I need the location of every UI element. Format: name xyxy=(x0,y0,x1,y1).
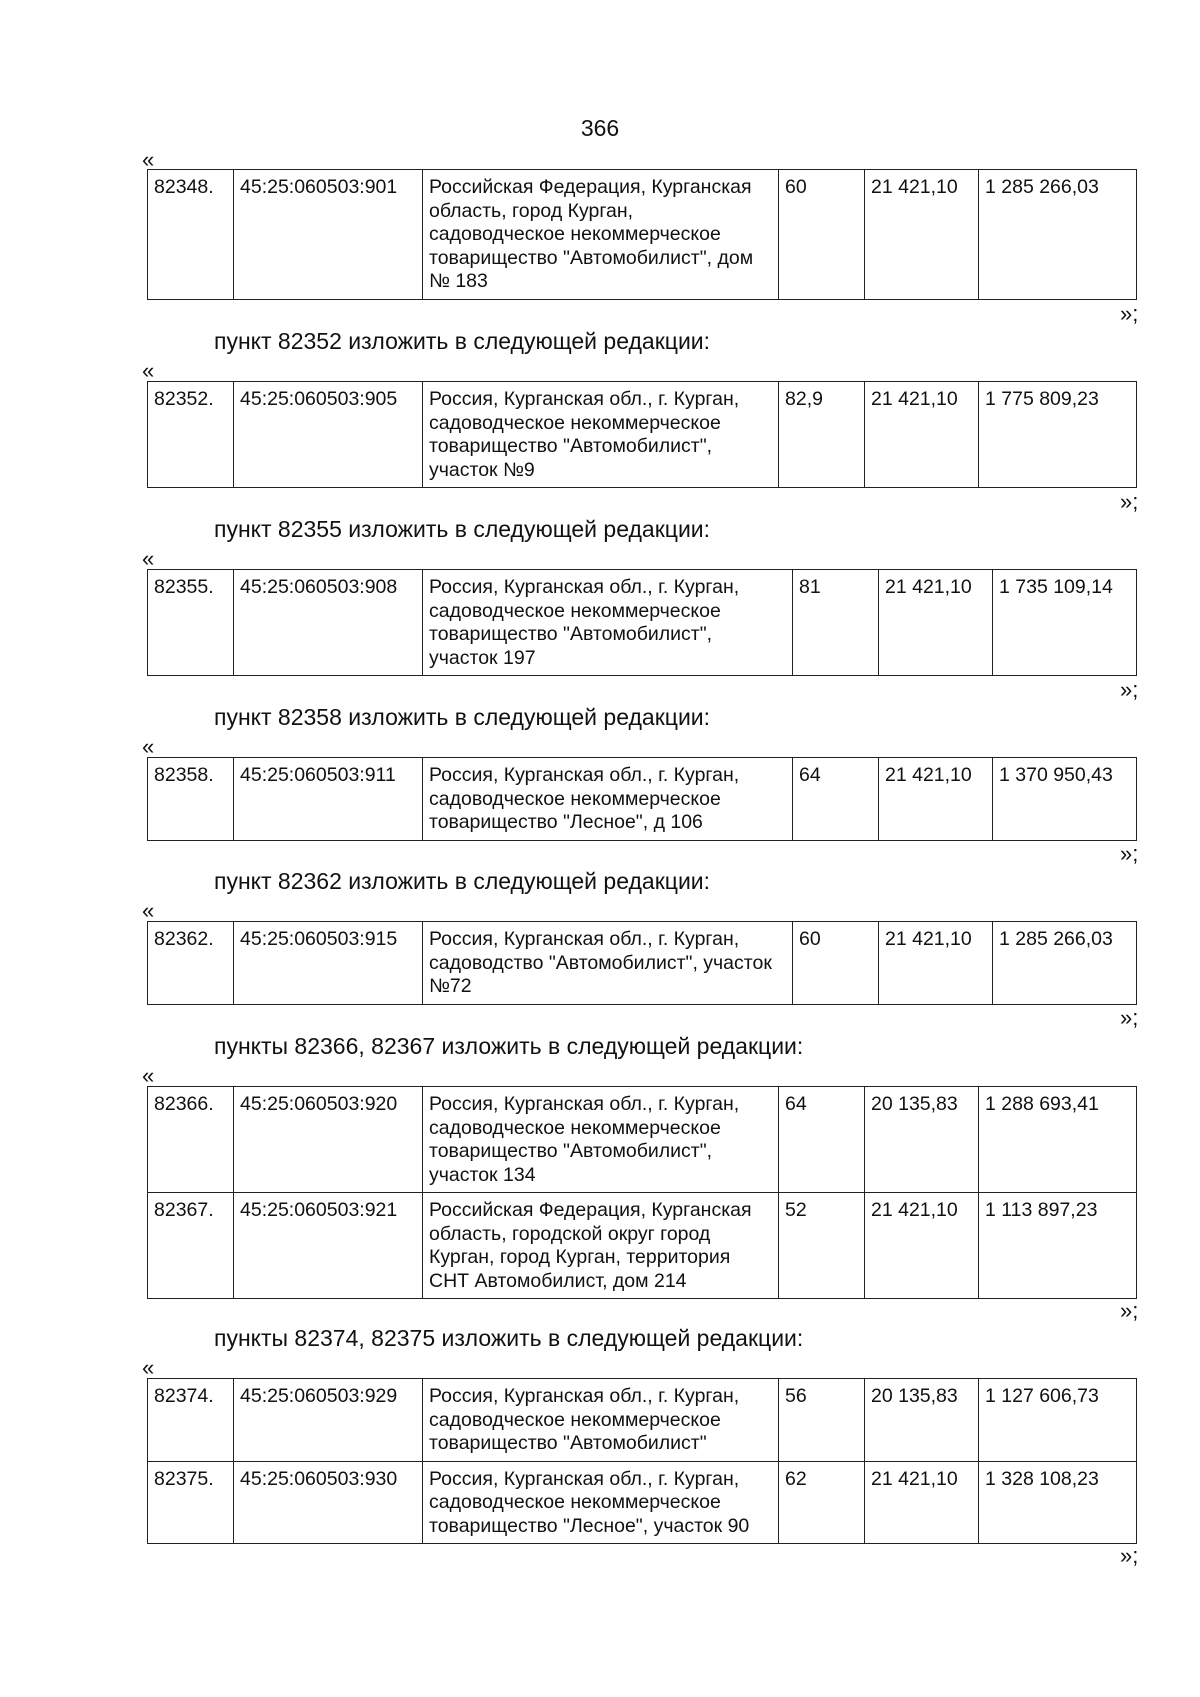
specific-value: 21 421,10 xyxy=(865,1193,979,1299)
table-row xyxy=(148,1461,1137,1544)
specific-value: 21 421,10 xyxy=(865,170,979,300)
amendment-heading: пункты 82374, 82375 изложить в следующей редакции: xyxy=(214,1325,804,1351)
closing-quote: »; xyxy=(1120,677,1139,702)
address: Россия, Курганская обл., г. Курган, садоводческое некоммерческое товарищество "Лесное", участок 90 xyxy=(423,1461,779,1544)
opening-quote: « xyxy=(142,898,155,923)
cadastral-number: 45:25:060503:901 xyxy=(234,170,423,300)
cadastral-value: 1 328 108,23 xyxy=(979,1461,1137,1544)
closing-quote: »; xyxy=(1120,1543,1139,1568)
specific-value: 20 135,83 xyxy=(865,1087,979,1193)
entry-number: 82355. xyxy=(148,570,234,676)
amendment-heading: пункт 82355 изложить в следующей редакции: xyxy=(214,516,711,542)
cadastral-value: 1 735 109,14 xyxy=(993,570,1137,676)
table-row xyxy=(148,170,1137,300)
address: Россия, Курганская обл., г. Курган, садоводческое некоммерческое товарищество "Автомобилист", участок 197 xyxy=(423,570,793,676)
closing-quote: »; xyxy=(1120,1298,1139,1323)
specific-value: 21 421,10 xyxy=(879,758,993,841)
cadastral-number: 45:25:060503:921 xyxy=(234,1193,423,1299)
cadastral-value: 1 288 693,41 xyxy=(979,1087,1137,1193)
cadastral-number: 45:25:060503:905 xyxy=(234,382,423,488)
register-table xyxy=(147,169,1137,300)
closing-quote: »; xyxy=(1120,841,1139,866)
specific-value: 21 421,10 xyxy=(865,1461,979,1544)
register-table xyxy=(147,381,1137,488)
area: 64 xyxy=(793,758,879,841)
cadastral-value: 1 113 897,23 xyxy=(979,1193,1137,1299)
cadastral-number: 45:25:060503:920 xyxy=(234,1087,423,1193)
opening-quote: « xyxy=(142,1063,155,1088)
area: 64 xyxy=(779,1087,865,1193)
table-row xyxy=(148,1379,1137,1462)
opening-quote: « xyxy=(142,147,155,172)
cadastral-value: 1 285 266,03 xyxy=(993,922,1137,1005)
area: 81 xyxy=(793,570,879,676)
entry-number: 82358. xyxy=(148,758,234,841)
opening-quote: « xyxy=(142,734,155,759)
address: Россия, Курганская обл., г. Курган, садоводство "Автомобилист", участок №72 xyxy=(423,922,793,1005)
area: 62 xyxy=(779,1461,865,1544)
address: Российская Федерация, Курганская область, городской округ город Курган, город Курган, территория СНТ Автомобилист, дом 214 xyxy=(423,1193,779,1299)
cadastral-value: 1 127 606,73 xyxy=(979,1379,1137,1462)
cadastral-number: 45:25:060503:911 xyxy=(234,758,423,841)
area: 60 xyxy=(779,170,865,300)
register-table xyxy=(147,757,1137,841)
page-number: 366 xyxy=(580,115,620,141)
entry-number: 82374. xyxy=(148,1379,234,1462)
amendment-heading: пункты 82366, 82367 изложить в следующей редакции: xyxy=(214,1033,804,1059)
register-table xyxy=(147,921,1137,1005)
opening-quote: « xyxy=(142,358,155,383)
register-table xyxy=(147,1378,1137,1544)
closing-quote: »; xyxy=(1120,1005,1139,1030)
area: 60 xyxy=(793,922,879,1005)
amendment-heading: пункт 82352 изложить в следующей редакции: xyxy=(214,328,711,354)
cadastral-value: 1 775 809,23 xyxy=(979,382,1137,488)
specific-value: 21 421,10 xyxy=(879,570,993,676)
entry-number: 82352. xyxy=(148,382,234,488)
entry-number: 82366. xyxy=(148,1087,234,1193)
closing-quote: »; xyxy=(1120,301,1139,326)
specific-value: 20 135,83 xyxy=(865,1379,979,1462)
opening-quote: « xyxy=(142,546,155,571)
entry-number: 82362. xyxy=(148,922,234,1005)
entry-number: 82348. xyxy=(148,170,234,300)
cadastral-number: 45:25:060503:929 xyxy=(234,1379,423,1462)
cadastral-value: 1 370 950,43 xyxy=(993,758,1137,841)
cadastral-number: 45:25:060503:915 xyxy=(234,922,423,1005)
address: Россия, Курганская обл., г. Курган, садоводческое некоммерческое товарищество "Автомобилист", участок 134 xyxy=(423,1087,779,1193)
amendment-heading: пункт 82358 изложить в следующей редакции: xyxy=(214,704,711,730)
cadastral-number: 45:25:060503:908 xyxy=(234,570,423,676)
entry-number: 82375. xyxy=(148,1461,234,1544)
entry-number: 82367. xyxy=(148,1193,234,1299)
area: 52 xyxy=(779,1193,865,1299)
table-row xyxy=(148,382,1137,488)
specific-value: 21 421,10 xyxy=(865,382,979,488)
table-row xyxy=(148,1087,1137,1193)
address: Россия, Курганская обл., г. Курган, садоводческое некоммерческое товарищество "Автомобилист" xyxy=(423,1379,779,1462)
table-row xyxy=(148,1193,1137,1299)
specific-value: 21 421,10 xyxy=(879,922,993,1005)
register-table xyxy=(147,1086,1137,1299)
opening-quote: « xyxy=(142,1355,155,1380)
table-row xyxy=(148,570,1137,676)
table-row xyxy=(148,922,1137,1005)
cadastral-value: 1 285 266,03 xyxy=(979,170,1137,300)
area: 56 xyxy=(779,1379,865,1462)
address: Россия, Курганская обл., г. Курган, садоводческое некоммерческое товарищество "Лесное", д 106 xyxy=(423,758,793,841)
address: Российская Федерация, Курганская область, город Курган, садоводческое некоммерческое товарищество "Автомобилист", дом № 183 xyxy=(423,170,779,300)
table-row xyxy=(148,758,1137,841)
address: Россия, Курганская обл., г. Курган, садоводческое некоммерческое товарищество "Автомобилист", участок №9 xyxy=(423,382,779,488)
closing-quote: »; xyxy=(1120,489,1139,514)
register-table xyxy=(147,569,1137,676)
cadastral-number: 45:25:060503:930 xyxy=(234,1461,423,1544)
amendment-heading: пункт 82362 изложить в следующей редакции: xyxy=(214,868,711,894)
area: 82,9 xyxy=(779,382,865,488)
